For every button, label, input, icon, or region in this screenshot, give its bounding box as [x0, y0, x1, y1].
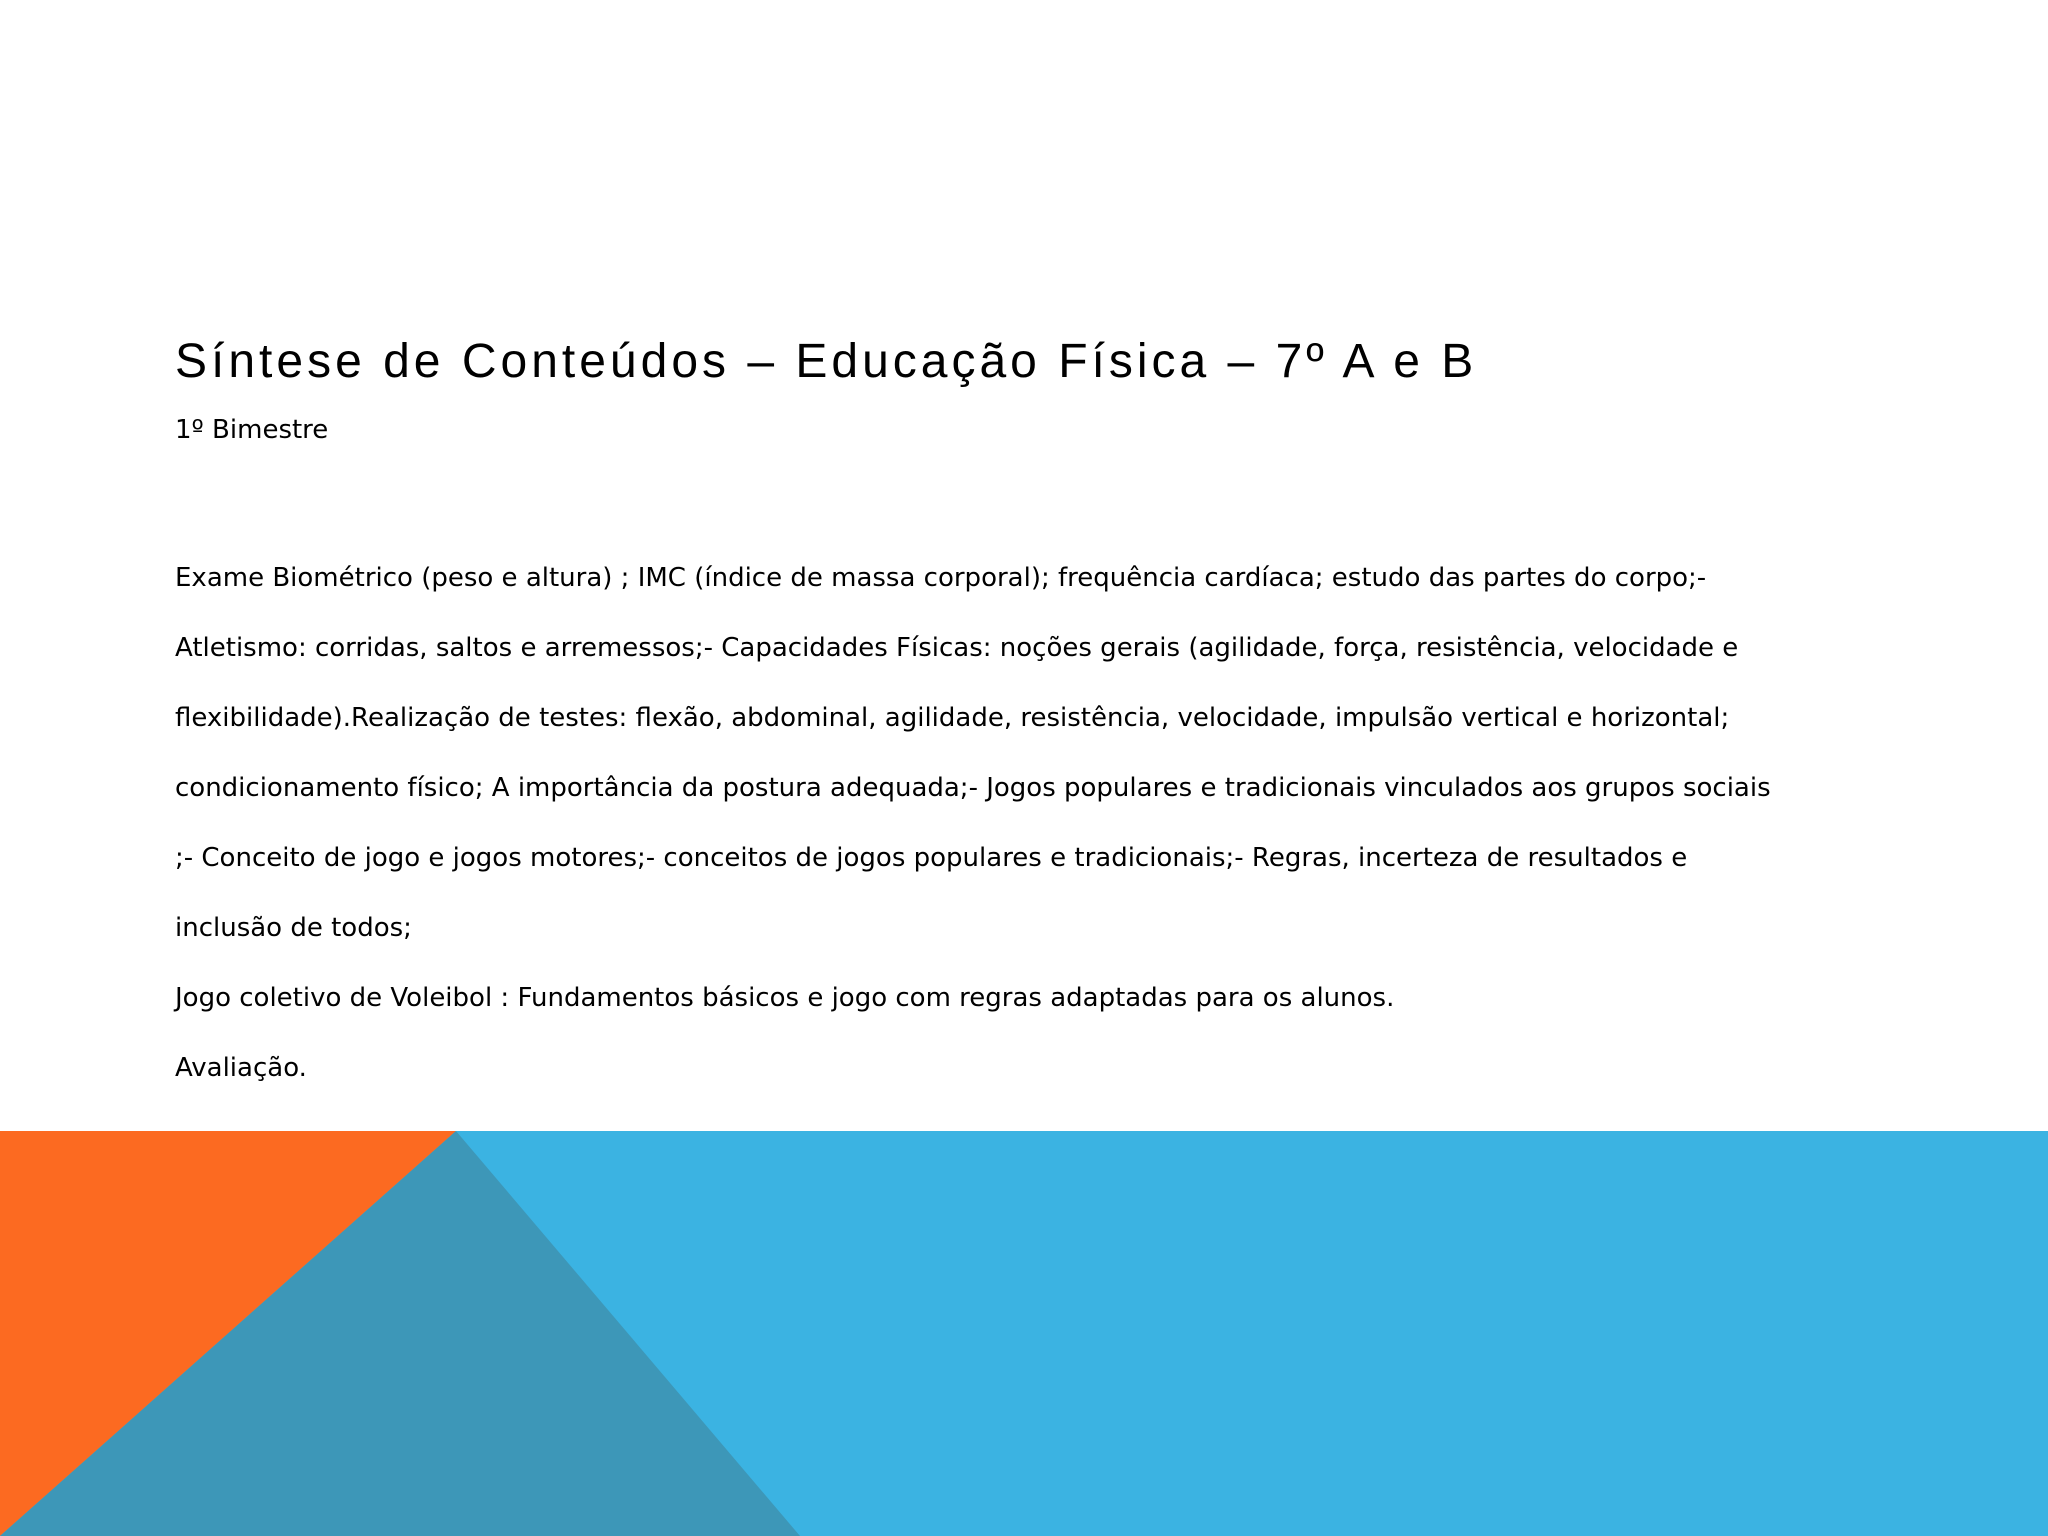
content-paragraph-topics: Exame Biométrico (peso e altura) ; IMC (índice de massa corporal); frequência cardíaca; estudo das partes do corpo;- Atletismo: corridas, saltos e arremessos;- Capacidades Físicas: noções gerais (agilidade, força, resistência, velocidade e flexibilidade).Realização de testes: flexão, abdominal, agilidade, resistência, velocidade, impulsão vertical e horizontal; condicionamento físico; A importância da postura adequada;- Jogos populares e tradicionais vinculados aos grupos sociais ;- Conceito de jogo e jogos motores;- conceitos de jogos populares e tradicionais;- Regras, incerteza de resultados e inclusão de todos; [175, 563, 1771, 943]
slide-subtitle: 1º Bimestre [175, 415, 329, 445]
slide-title: Síntese de Conteúdos – Educação Física – 7º A e B [175, 335, 1478, 388]
content-paragraph-volleyball: Jogo coletivo de Voleibol : Fundamentos básicos e jogo com regras adaptadas para os alunos. [175, 983, 1395, 1013]
decorative-banner [0, 1131, 2048, 1536]
content-paragraph-evaluation: Avaliação. [175, 1053, 307, 1083]
slide-content [175, 330, 1795, 1103]
